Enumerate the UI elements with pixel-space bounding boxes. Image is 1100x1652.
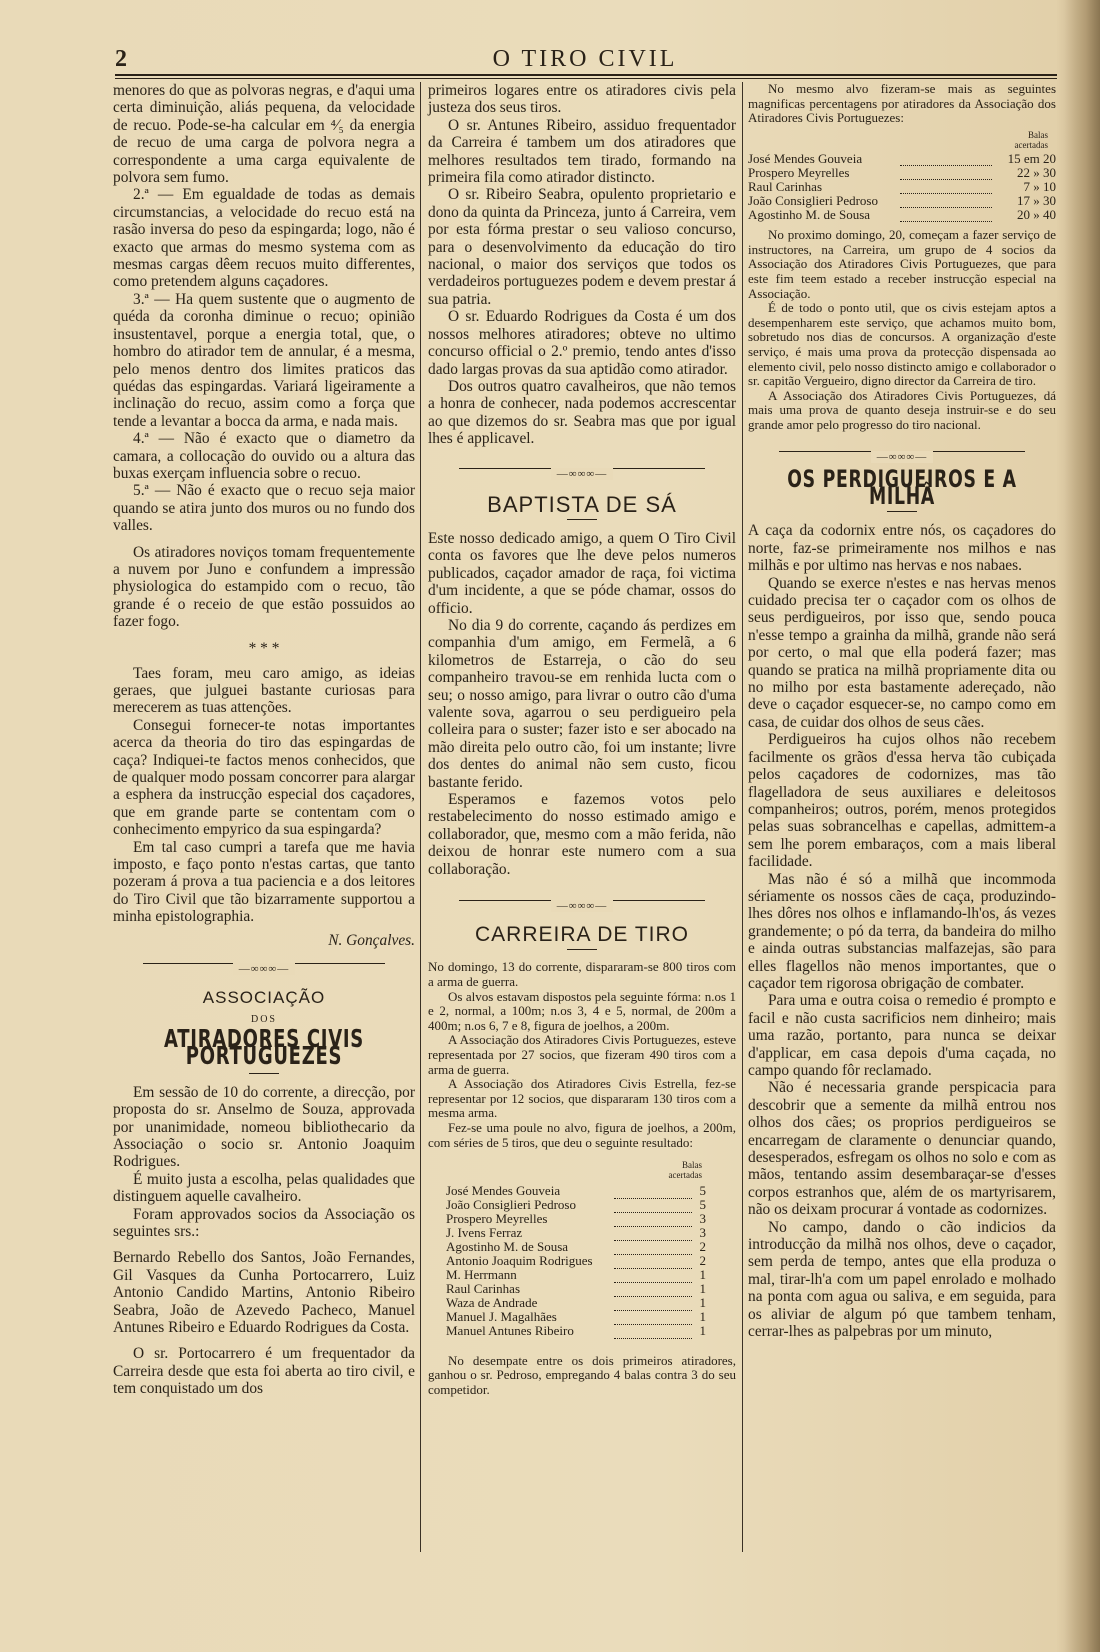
paragraph: Mas não é só a milhã que incommoda sériamente os nossos cães de caça, produzindo-lhes dôres nos olhos e inflamando-lh'os, ás vezes grandemente; o pó da terra, da bandeira do milho e ainda outras substancias malfazejas, são para elles flagellos não menos importantes, que o caçador tem rigorosa obrigação de combater. — [748, 870, 1056, 992]
row-name: José Mendes Gouveia — [446, 1183, 561, 1199]
row-name: Agostinho M. de Sousa — [748, 206, 871, 222]
column-divider-2 — [742, 82, 743, 1552]
results-intro — [748, 82, 1056, 126]
section-title-carreira: CARREIRA DE TIRO — [475, 923, 689, 947]
page-header — [115, 46, 1055, 74]
leader-dots — [614, 1268, 692, 1282]
row-name: João Consiglieri Pedroso — [446, 1197, 576, 1213]
row-name: M. Herrmann — [446, 1267, 517, 1283]
results-table — [446, 1184, 706, 1339]
row-name: Raul Carinhas — [446, 1281, 521, 1297]
leader-dots — [614, 1212, 692, 1226]
header-rule-top — [115, 74, 1057, 76]
leader-dots — [614, 1296, 692, 1310]
paragraph: Consegui fornecer-te notas importantes acerca da theoria do tiro das espingardas de caça? Indiquei-te factos menos conhecidos, que de qualquer modo possam concorrer para alargar a esphera da instrucção especial dos caçadores, que em grande parte se contentam com o conhecimento empyrico da sua espingarda? — [113, 716, 415, 839]
row-value: 22 » 30 — [1017, 164, 1056, 180]
table-header: Balas acertadas — [1014, 129, 1048, 150]
table-row — [446, 1184, 706, 1198]
paragraph: No campo, dando o cão indicios da introducção da milhã nos olhos, deve o caçador, sem perda de tempo, antes que ella produza o mal, tirar-lh'a com um papel enrolado e molhado na ponta com agua ou saliva, e em seguida, para os aliviar de algum pó que tambem tenham, cerrar-lhes as palpebras por um minuto, — [748, 1218, 1056, 1341]
table-row — [446, 1226, 706, 1240]
table-row — [748, 194, 1056, 208]
row-value: 1 — [699, 1267, 706, 1283]
paragraph: Os alvos estavam dispostos pela seguinte fórma: n.os 1 e 2, normal, a 100m; n.os 3, 4 e 5, normal, de 200m a 400m; n.os 6, 7 e 8, figura de joelhos, a 200m. — [428, 988, 736, 1033]
paragraph: Dos outros quatro cavalheiros, que não temos a honra de conhecer, nada podemos accrescentar ao que dizemos do sr. Seabra mas que por igual lhes é applicavel. — [428, 377, 736, 448]
title-rule — [567, 519, 597, 520]
paragraph: 2.ª — Em egualdade de todas as demais circumstancias, a velocidade do recuo está na rasão inversa do peso da espingarda; logo, não é exacto que armas do mesmo systema com as mesmas cargas dêem recuos muito differentes, como pretendem alguns caçadores. — [113, 186, 415, 291]
paragraph: A caça da codornix entre nós, os caçadores do norte, faz-se primeiramente nos milhos e nas milhãs e por ultimo nas hervas e nos nabaes. — [748, 522, 1056, 575]
leader-dots — [900, 194, 992, 208]
table-row — [446, 1198, 706, 1212]
table-row — [748, 208, 1056, 222]
carreira-text — [428, 960, 736, 1150]
paragraph: Esperamos e fazemos votos pelo restabelecimento do nosso estimado amigo e collaborador, que, mesmo com a mão ferida, não deixou de honrar este numero com a sua collaboração. — [428, 791, 736, 878]
paragraph: menores do que as polvoras negras, e d'aqui uma certa diminuição, aliás pequena, da velocidade de recuo. Pode-se-ha calcular em ⁴⁄₅ da energia de recuo de uma carga de polvora negra a correspondente a uma carga equivalente de polvora sem fumo. — [113, 82, 415, 187]
leader-dots — [614, 1184, 692, 1198]
row-value: 5 — [699, 1183, 706, 1199]
row-value: 7 » 10 — [1023, 178, 1056, 194]
leader-dots — [614, 1310, 692, 1324]
row-value: 3 — [699, 1225, 706, 1241]
leader-dots — [614, 1240, 692, 1254]
newspaper-title: O TIRO CIVIL — [492, 46, 678, 72]
paragraph: Em tal caso cumpri a tarefa que me havia imposto, e faço ponto n'estas cartas, que tanto pozeram á prova a tua paciencia e a dos leitores do Tiro Civil que tão bizarramente supportou a minha epistolographia. — [113, 838, 415, 926]
row-name: José Mendes Gouveia — [748, 150, 863, 166]
table-row — [748, 166, 1056, 180]
table-row — [446, 1212, 706, 1226]
row-name: Prospero Meyrelles — [748, 164, 850, 180]
section-ornament — [748, 447, 1056, 463]
table-row — [446, 1310, 706, 1324]
page-number: 2 — [115, 46, 127, 72]
paragraph — [428, 1354, 736, 1398]
section-title-baptista: BAPTISTA DE SÁ — [487, 491, 677, 517]
row-value: 3 — [699, 1211, 706, 1227]
table-row — [446, 1268, 706, 1282]
ornament-glyph: —∞∞∞— — [551, 900, 614, 912]
row-name: Manuel Antunes Ribeiro — [446, 1323, 574, 1339]
leader-dots — [614, 1226, 692, 1240]
paragraph: Os atiradores noviços tomam frequentemente a nuvem por Juno e confundem a impressão physiologica do estampido com o recuo, tão grande é o receio de que estão possuidos ao fazer fogo. — [113, 543, 415, 631]
section-title-atiradores: ATIRADORES CIVIS PORTUGUEZES — [164, 1023, 364, 1071]
ornament-glyph: —∞∞∞— — [233, 963, 296, 975]
column-divider-1 — [420, 82, 421, 1552]
table-row — [446, 1324, 706, 1338]
section-title-dos: DOS — [250, 1013, 277, 1025]
row-value: 15 em 20 — [1007, 150, 1056, 166]
column-3 — [748, 82, 1056, 1341]
title-rule — [887, 511, 917, 512]
title-rule — [567, 949, 597, 950]
row-name: João Consiglieri Pedroso — [748, 192, 878, 208]
paragraph: primeiros logares entre os atiradores civis pela justeza dos seus tiros. — [428, 82, 736, 117]
leader-dots — [614, 1198, 692, 1212]
paragraph: Perdigueiros ha cujos olhos não recebem facilmente os grãos d'essa herva tão cubiçada pelos caçadores de codornizes, mas tão flagelladora de seus auxiliares e deleitosos companheiros; outros, porém, menos protegidos pelas suas sobrancelhas e capellas, admittem-a sem lhe porem embaraços, com a mais liberal facilidade. — [748, 731, 1056, 871]
section-ornament — [428, 896, 736, 913]
row-value: 20 » 40 — [1017, 206, 1056, 222]
table-row — [446, 1282, 706, 1296]
paragraph: É muito justa a escolha, pelas qualidades que distinguem aquelle cavalheiro. — [113, 1170, 415, 1206]
leader-dots — [614, 1254, 692, 1268]
section-ornament — [113, 959, 415, 976]
row-value: 1 — [699, 1309, 706, 1325]
paragraph: 5.ª — Não é exacto que o recuo seja maior quando se atira junto dos muros ou no fundo dos valles. — [113, 482, 415, 535]
page-edge-shadow — [1064, 0, 1100, 1652]
leader-dots — [900, 166, 992, 180]
paragraph: Quando se exerce n'estes e nas hervas menos cuidado precisa ter o caçador com os olhos de seus perdigueiros, por isso que, sendo pouca n'esse tempo a grainha da milhã, grande não será por certo, o mal que ella poderá fazer; mas quando se pratica na milhã propriamente dita ou no milho por esta bastamente adereçado, não deve o caçador esquecer-se, no campo como em casa, de cuidar dos olhos de seus cães. — [748, 574, 1056, 731]
ornament-glyph: —∞∞∞— — [871, 451, 934, 463]
row-name: Waza de Andrade — [446, 1295, 538, 1311]
row-value: 1 — [699, 1295, 706, 1311]
paragraph: Em sessão de 10 do corrente, a direcção, por proposta do sr. Anselmo de Souza, approvada por unanimidade, nomeou bibliothecario da Associação o socio sr. Antonio Joaquim Rodrigues. — [113, 1083, 415, 1171]
row-value: 2 — [699, 1253, 706, 1269]
column-1 — [113, 82, 415, 1398]
asterism: * * * — [248, 639, 280, 657]
title-rule — [249, 1073, 279, 1074]
row-name: J. Ivens Ferraz — [446, 1225, 523, 1241]
paragraph: Não é necessaria grande perspicacia para descobrir que a semente da milhã entrou nos olhos dos cães; os proprios perdigueiros se encarregam de claramente o denunciar quando, desesperados, esfregam os olhos no solo e com as mãos, tentando assim desembaraçar-se d'esses corpos estranhos que, além de os martyrisarem, não os deixam procurar á vontade as codornizes. — [748, 1079, 1056, 1219]
section-title-perdigueiros: OS PERDIGUEIROS E A MILHÃ — [787, 464, 1017, 510]
row-name: Raul Carinhas — [748, 178, 823, 194]
paragraph: No desempate entre os dois primeiros atiradores, ganhou o sr. Pedroso, empregando 4 balas contra 3 do seu competidor. — [428, 1352, 736, 1397]
header-rule-bottom — [115, 78, 1057, 79]
leader-dots — [614, 1324, 692, 1338]
paragraph: No proximo domingo, 20, começam a fazer serviço de instructores, na Carreira, um grupo de 4 socios da Associação dos Atiradores Civis Portuguezes, que para este fim teem estado a receber instrucção especial na Associação. — [748, 227, 1056, 301]
table-header: Balas acertadas — [668, 1160, 702, 1181]
ornament-glyph: —∞∞∞— — [551, 468, 614, 480]
section-ornament — [428, 464, 736, 480]
paragraph: No domingo, 13 do corrente, dispararam-se 800 tiros com a arma de guerra. — [428, 959, 736, 990]
row-value: 1 — [699, 1323, 706, 1339]
leader-dots — [614, 1282, 692, 1296]
table-row — [446, 1254, 706, 1268]
paragraph: Este nosso dedicado amigo, a quem O Tiro Civil conta os favores que lhe deve pelos numeros publicados, caçador amador de raça, foi victima d'um incidente, a que se póde chamar, ossos do officio. — [428, 529, 736, 617]
paragraph: O sr. Eduardo Rodrigues da Costa é um dos nossos melhores atiradores; obteve no ultimo concurso official o 2.º premio, tendo antes d'isso dado largas provas da sua aptidão como atirador. — [428, 308, 736, 378]
leader-dots — [900, 152, 992, 166]
paragraph: No mesmo alvo fizeram-se mais as seguintes magnificas percentagens por atiradores da Associação dos Atiradores Civis Portuguezes: — [748, 81, 1056, 126]
paragraph: No dia 9 do corrente, caçando ás perdizes em companhia d'um amigo, em Fermelã, a 6 kilometros de Estarreja, o cão do seu companheiro travou-se em renhida lucta com o seu; o nosso amigo, para livrar o outro cão d'uma valente sova, agarrou o seu perdigueiro pela colleira para o suster; fazer isto e ser abocado na mão direita pelo outro cão, foi um instante; livre dos dentes do animal não sem custo, ficou bastante ferido. — [428, 616, 736, 791]
row-value: 1 — [699, 1281, 706, 1297]
paragraph: Bernardo Rebello dos Santos, João Fernandes, Gil Vasques da Cunha Portocarrero, Luiz Antonio Candido Martins, Antonio Ribeiro Seabra, João de Azevedo Pacheco, Manuel Antunes Ribeiro e Eduardo Rodrigues da Costa. — [113, 1249, 415, 1336]
instructors-text — [748, 228, 1056, 432]
table-row — [446, 1296, 706, 1310]
row-name: Agostinho M. de Sousa — [446, 1239, 569, 1255]
row-value: 17 » 30 — [1017, 192, 1056, 208]
column-2 — [428, 82, 736, 1397]
table-row — [446, 1240, 706, 1254]
table-row — [748, 152, 1056, 166]
paragraph: 3.ª — Ha quem sustente que o augmento de quéda da coronha diminue o recuo; opinião insustentavel, porque a energia total, que, o hombro do atirador tem de annular, é a mesma, pelo menos dentro dos limites praticos das quédas das espingardas. Variará ligeiramente a inclinação do recuo, assim como a força que tende a levantar a bocca da arma, e nada mais. — [113, 290, 415, 430]
paragraph: O sr. Ribeiro Seabra, opulento proprietario e dono da quinta da Princeza, junto á Carreira, vem por esta fórma prestar o seu valioso concurso, para o desenvolvimento da educação do tiro nacional, o maior dos serviços que todos os verdadeiros portuguezes podem e devem prestar á sua patria. — [428, 186, 736, 308]
paragraph: Fez-se uma poule no alvo, figura de joelhos, a 200m, com séries de 5 tiros, que deu o seguinte resultado: — [428, 1120, 736, 1150]
row-name: Antonio Joaquim Rodrigues — [446, 1253, 593, 1269]
paragraph: O sr. Portocarrero é um frequentador da Carreira desde que esta foi aberta ao tiro civil, e tem conquistado um dos — [113, 1345, 415, 1398]
row-value: 2 — [699, 1239, 706, 1255]
paragraph: Para uma e outra coisa o remedio é prompto e facil e não custa sacrificios nem dinheiro; mais uma razão, portanto, para nunca se deixar d'applicar, em casa depois d'uma caçada, no campo quando fôr reclamado. — [748, 992, 1056, 1079]
paragraph: A Associação dos Atiradores Civis Portuguezes, dá mais uma prova de quanto deseja instruir-se e do seu grande amor pelo progresso do tiro nacional. — [748, 387, 1056, 432]
paragraph: Taes foram, meu caro amigo, as ideias geraes, que julguei bastante curiosas para merecerem as tuas attenções. — [113, 664, 415, 717]
row-value: 5 — [699, 1197, 706, 1213]
paragraph: A Associação dos Atiradores Civis Portuguezes, esteve representada por 27 socios, que fizeram 490 tiros com a arma de guerra. — [428, 1032, 736, 1077]
row-name: Manuel J. Magalhães — [446, 1309, 557, 1325]
leader-dots — [900, 180, 992, 194]
section-title-association: ASSOCIAÇÃO — [202, 988, 326, 1008]
table-row — [748, 180, 1056, 194]
row-name: Prospero Meyrelles — [446, 1211, 548, 1227]
percentages-table — [748, 152, 1056, 223]
paragraph: A Associação dos Atiradores Civis Estrella, fez-se representar por 12 socios, que dispararam 130 tiros com a mesma arma. — [428, 1076, 736, 1121]
leader-dots — [900, 208, 992, 222]
paragraph: Foram approvados socios da Associação os seguintes srs.: — [113, 1205, 415, 1240]
author-signature: N. Gonçalves. — [328, 931, 415, 949]
paragraph: 4.ª — Não é exacto que o diametro da camara, a collocação do ouvido ou a altura das buxas exerçam influencia sobre o recuo. — [113, 430, 415, 482]
paragraph: O sr. Antunes Ribeiro, assiduo frequentador da Carreira é tambem um dos atiradores que melhores resultados tem tirado, formando na primeira fila como atirador distincto. — [428, 116, 736, 187]
paragraph: É de todo o ponto util, que os civis estejam aptos a desempenharem este serviço, que achamos muito bom, sobretudo nos dias de concursos. A organização d'este serviço, é mais uma prova da protecção dispensada ao elemento civil, pelo nosso distincto amigo e collaborador o sr. capitão Vergueiro, digno director da Carreira de tiro. — [748, 300, 1056, 389]
